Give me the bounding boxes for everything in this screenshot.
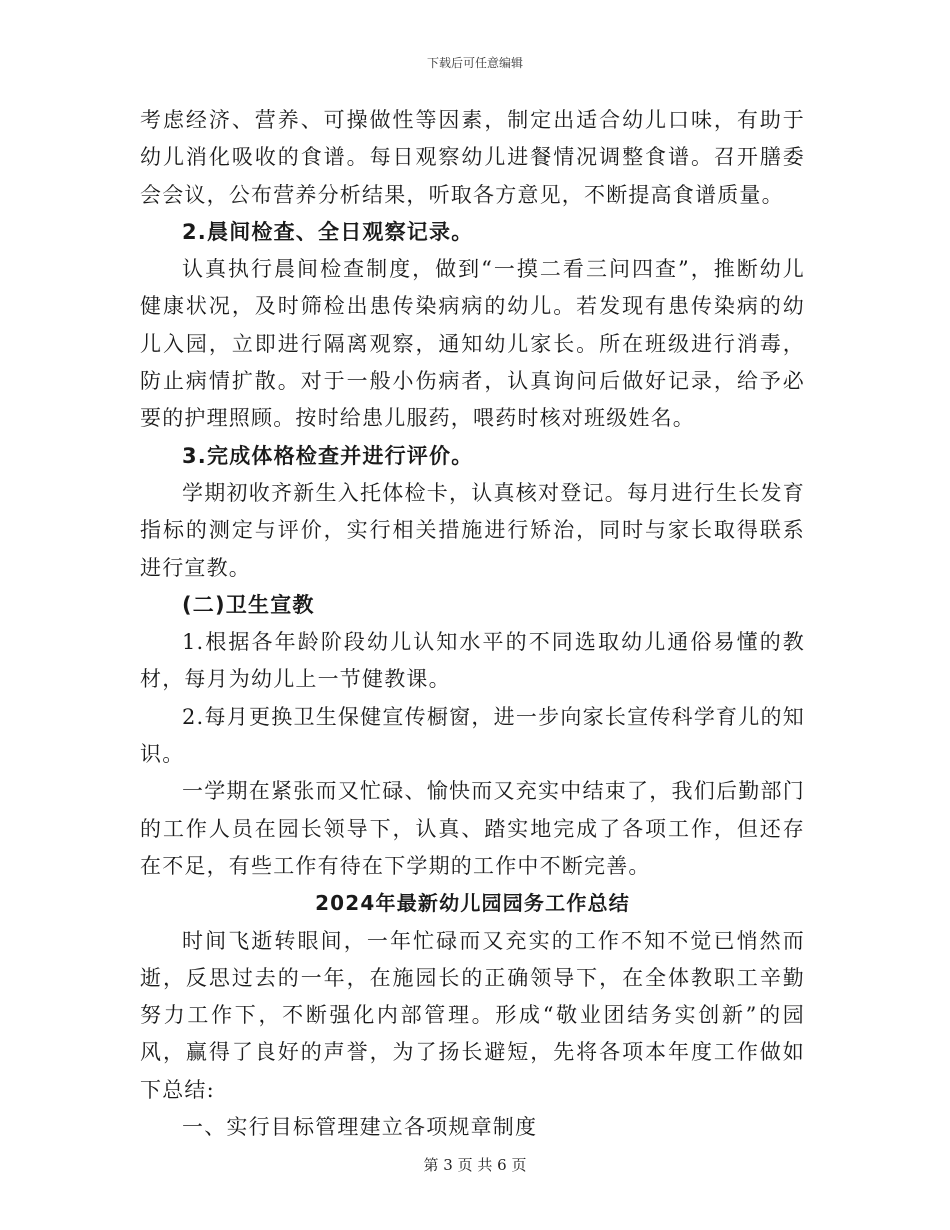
section-heading-morning-check: 2.晨间检查、全日观察记录。 (182, 219, 474, 244)
document-title: 2024年最新幼儿园园务工作总结 (315, 891, 630, 916)
paragraph-diet-plan: 考虑经济、营养、可操做性等因素，制定出适合幼儿口味，有助于幼儿消化吸收的食谱。每日观察幼儿进餐情况调整食谱。召开膳委会会议，公布营养分析结果，听取各方意见，不断提高食谱质量。 (140, 108, 805, 207)
paragraph-annual-intro: 时间飞逝转眼间，一年忙碌而又充实的工作不知不觉已悄然而逝，反思过去的一年，在施园长的正确领导下，在全体教职工辛勤努力工作下，不断强化内部管理。形成“敬业团结务实创新”的园风，赢得了良好的声誉，为了扬长避短，先将各项本年度工作做如下总结: (140, 928, 805, 1102)
paragraph-semester-summary: 一学期在紧张而又忙碌、愉快而又充实中结束了，我们后勤部门的工作人员在园长领导下，认真、踏实地完成了各项工作，但还存在不足，有些工作有待在下学期的工作中不断完善。 (140, 779, 805, 878)
paragraph-health-education-1: 1.根据各年龄阶段幼儿认知水平的不同选取幼儿通俗易懂的教材，每月为幼儿上一节健教课。 (140, 630, 805, 692)
section-heading-physical-exam: 3.完成体格检查并进行评价。 (182, 443, 474, 468)
paragraph-health-education-2: 2.每月更换卫生保健宣传橱窗，进一步向家长宣传科学育儿的知识。 (140, 704, 805, 767)
paragraph-morning-check: 认真执行晨间检查制度，做到“一摸二看三问四查”，推断幼儿健康状况，及时筛检出患传染病病的幼儿。若发现有患传染病的幼儿入园，立即进行隔离观察，通知幼儿家长。所在班级进行消毒，防止病情扩散。对于一般小伤病者，认真询问后做好记录，给予必要的护理照顾。按时给患儿服药，喂药时核对班级姓名。 (140, 257, 805, 431)
document-body (140, 102, 805, 1146)
page-number: 第 3 页 共 6 页 (423, 1156, 527, 1174)
section-heading-health-education: (二)卫生宣教 (182, 592, 315, 617)
header-note: 下载后可任意编辑 (426, 56, 523, 70)
paragraph-physical-exam: 学期初收齐新生入托体检卡，认真核对登记。每月进行生长发育指标的测定与评价，实行相关措施进行矫治，同时与家长取得联系进行宣教。 (140, 480, 805, 580)
paragraph-section-one: 一、实行目标管理建立各项规章制度 (182, 1115, 538, 1140)
